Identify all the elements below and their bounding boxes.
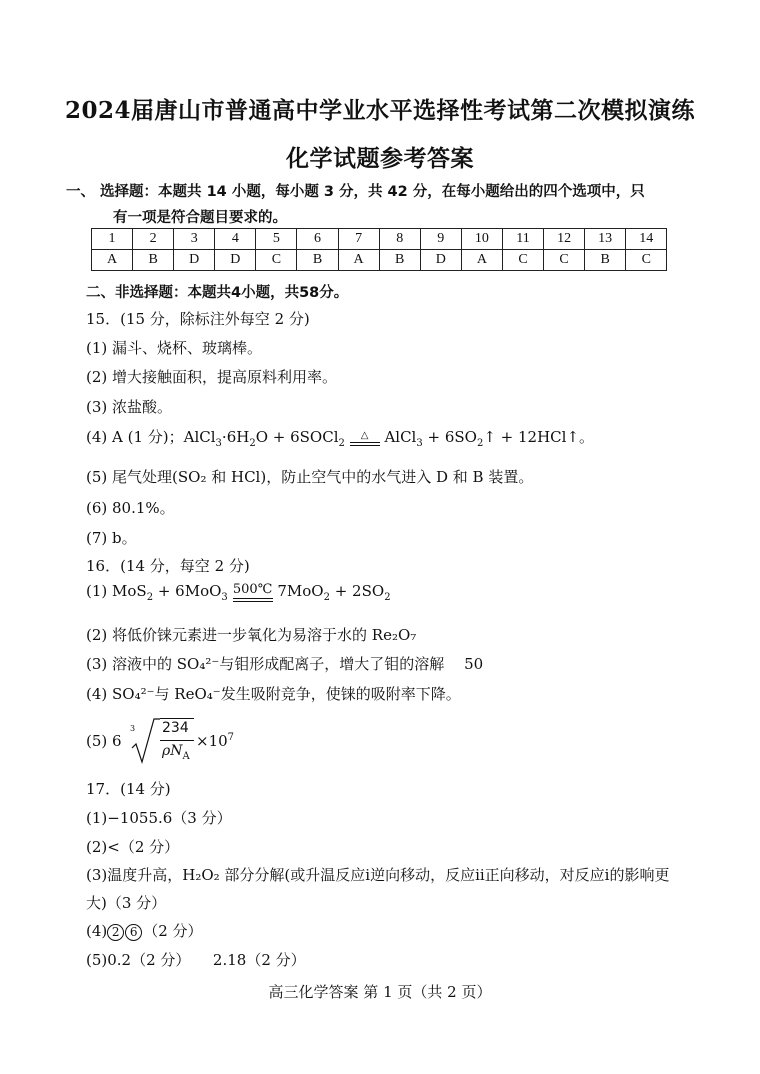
q15-answer-3: (3) 浓盐酸。 [86, 398, 173, 416]
q-answer: C [544, 250, 585, 271]
q-number: 5 [256, 229, 297, 250]
page-subtitle: 化学试题参考答案 [286, 145, 474, 172]
q15-answer-7: (7) b。 [86, 529, 137, 547]
reaction-arrow-heat [350, 431, 380, 446]
q17-answer-3-line2: 大)（3 分） [86, 894, 167, 912]
answer-table-answer-row [92, 250, 667, 271]
q15-answer-2: (2) 增大接触面积，提高原料利用率。 [86, 368, 338, 386]
q16-answer-5 [86, 716, 286, 766]
page-title: 2024届唐山市普通高中学业水平选择性考试第二次模拟演练 [64, 97, 695, 124]
q15-equation-products: AlCl$_3$ + $6SO_2↑$ + 12HCl↑。 [384, 428, 595, 449]
q17-answer-2: (2)<（2 分） [86, 838, 180, 856]
page-footer: 高三化学答案 第 1 页（共 2 页） [268, 983, 492, 1001]
q-number: 3 [174, 229, 215, 250]
q15-header: 15．(15 分，除标注外每空 2 分) [86, 310, 310, 328]
q17-answer-1: (1)−1055.6（3 分） [86, 809, 232, 827]
cube-root-radical [130, 716, 160, 766]
fraction-denominator: $\rho N_A$ [162, 743, 190, 762]
q-number: 14 [626, 229, 667, 250]
circled-number: 2 [107, 924, 124, 941]
q-number: 4 [215, 229, 256, 250]
q15-answer-4-prefix: (4) A (1 分)； [86, 428, 184, 446]
q-number: 10 [461, 229, 502, 250]
q-answer: B [297, 250, 338, 271]
section1-heading-line1: 一、 选择题：本题共 14 小题，每小题 3 分，共 42 分，在每小题给出的四个选项中，只 [66, 184, 645, 200]
q-number: 6 [297, 229, 338, 250]
q15-answer-6: (6) 80.1%。 [86, 499, 175, 517]
heat-condition: △ [360, 429, 369, 441]
q-answer: A [338, 250, 379, 271]
answer-table [91, 228, 667, 271]
q16-equation-products: $7MoO_2 + 2SO_2$ [277, 582, 391, 603]
q15-answer-4 [86, 426, 594, 447]
q-number: 2 [133, 229, 174, 250]
q-answer: D [420, 250, 461, 271]
q-answer: C [256, 250, 297, 271]
q-number: 13 [585, 229, 626, 250]
q17-answer-5: (5)0.2（2 分） 2.18（2 分） [86, 951, 306, 969]
q17-answer-4: (4) 2 6 （2 分） [86, 922, 203, 940]
q16-answer-1 [86, 582, 391, 602]
q-answer: C [502, 250, 543, 271]
q15-equation-reactants: $AlCl_3\cdot 6H_2O$ + 6SOCl$_2$ [183, 428, 345, 449]
section2-heading: 二、非选择题：本题共4小题，共58分。 [86, 285, 349, 301]
reaction-arrow-temperature [233, 583, 273, 602]
q16-answer-2: (2) 将低价铼元素进一步氧化为易溶于水的 Re₂O₇ [86, 626, 417, 644]
circled-number: 6 [125, 924, 142, 941]
q-answer: A [461, 250, 502, 271]
q-answer: B [379, 250, 420, 271]
q-number: 8 [379, 229, 420, 250]
section1-heading-line2: 有一项是符合题目要求的。 [113, 210, 287, 226]
q16-header: 16．(14 分，每空 2 分) [86, 557, 250, 575]
q-answer: A [92, 250, 133, 271]
q-number: 7 [338, 229, 379, 250]
q-answer: D [215, 250, 256, 271]
answer-table-number-row [92, 229, 667, 250]
q17-header: 17．(14 分) [86, 780, 171, 798]
q16-answer-4: (4) SO₄²⁻与 ReO₄⁻发生吸附竞争，使铼的吸附率下降。 [86, 685, 461, 703]
q-answer: B [133, 250, 174, 271]
q17-answer-3-line1: (3)温度升高，H₂O₂ 部分分解(或升温反应i逆向移动，反应ii正向移动，对反应i的影响更 [86, 866, 670, 884]
root-index: 3 [130, 724, 136, 733]
q-answer: C [626, 250, 667, 271]
power-of-ten: $\times 10^7$ [196, 732, 235, 750]
fraction-numerator: 234 [162, 720, 189, 736]
q-number: 1 [92, 229, 133, 250]
q16-answer-3: (3) 溶液中的 SO₄²⁻与钼形成配离子，增大了钼的溶解 50 [86, 655, 484, 673]
q-answer: D [174, 250, 215, 271]
q-answer: B [585, 250, 626, 271]
q15-answer-1: (1) 漏斗、烧杯、玻璃棒。 [86, 339, 263, 357]
q15-answer-5: (5) 尾气处理(SO₂ 和 HCl)，防止空气中的水气进入 D 和 B 装置。 [86, 468, 534, 486]
q16-answer-5-prefix: (5) 6 [86, 732, 122, 750]
fraction-bar [160, 740, 194, 741]
q-number: 11 [502, 229, 543, 250]
q-number: 9 [420, 229, 461, 250]
q16-equation-reactants: (1) MoS$_2$ + 6MoO$_3$ [86, 582, 228, 603]
temperature-condition: 500℃ [232, 581, 273, 597]
q-number: 12 [544, 229, 585, 250]
